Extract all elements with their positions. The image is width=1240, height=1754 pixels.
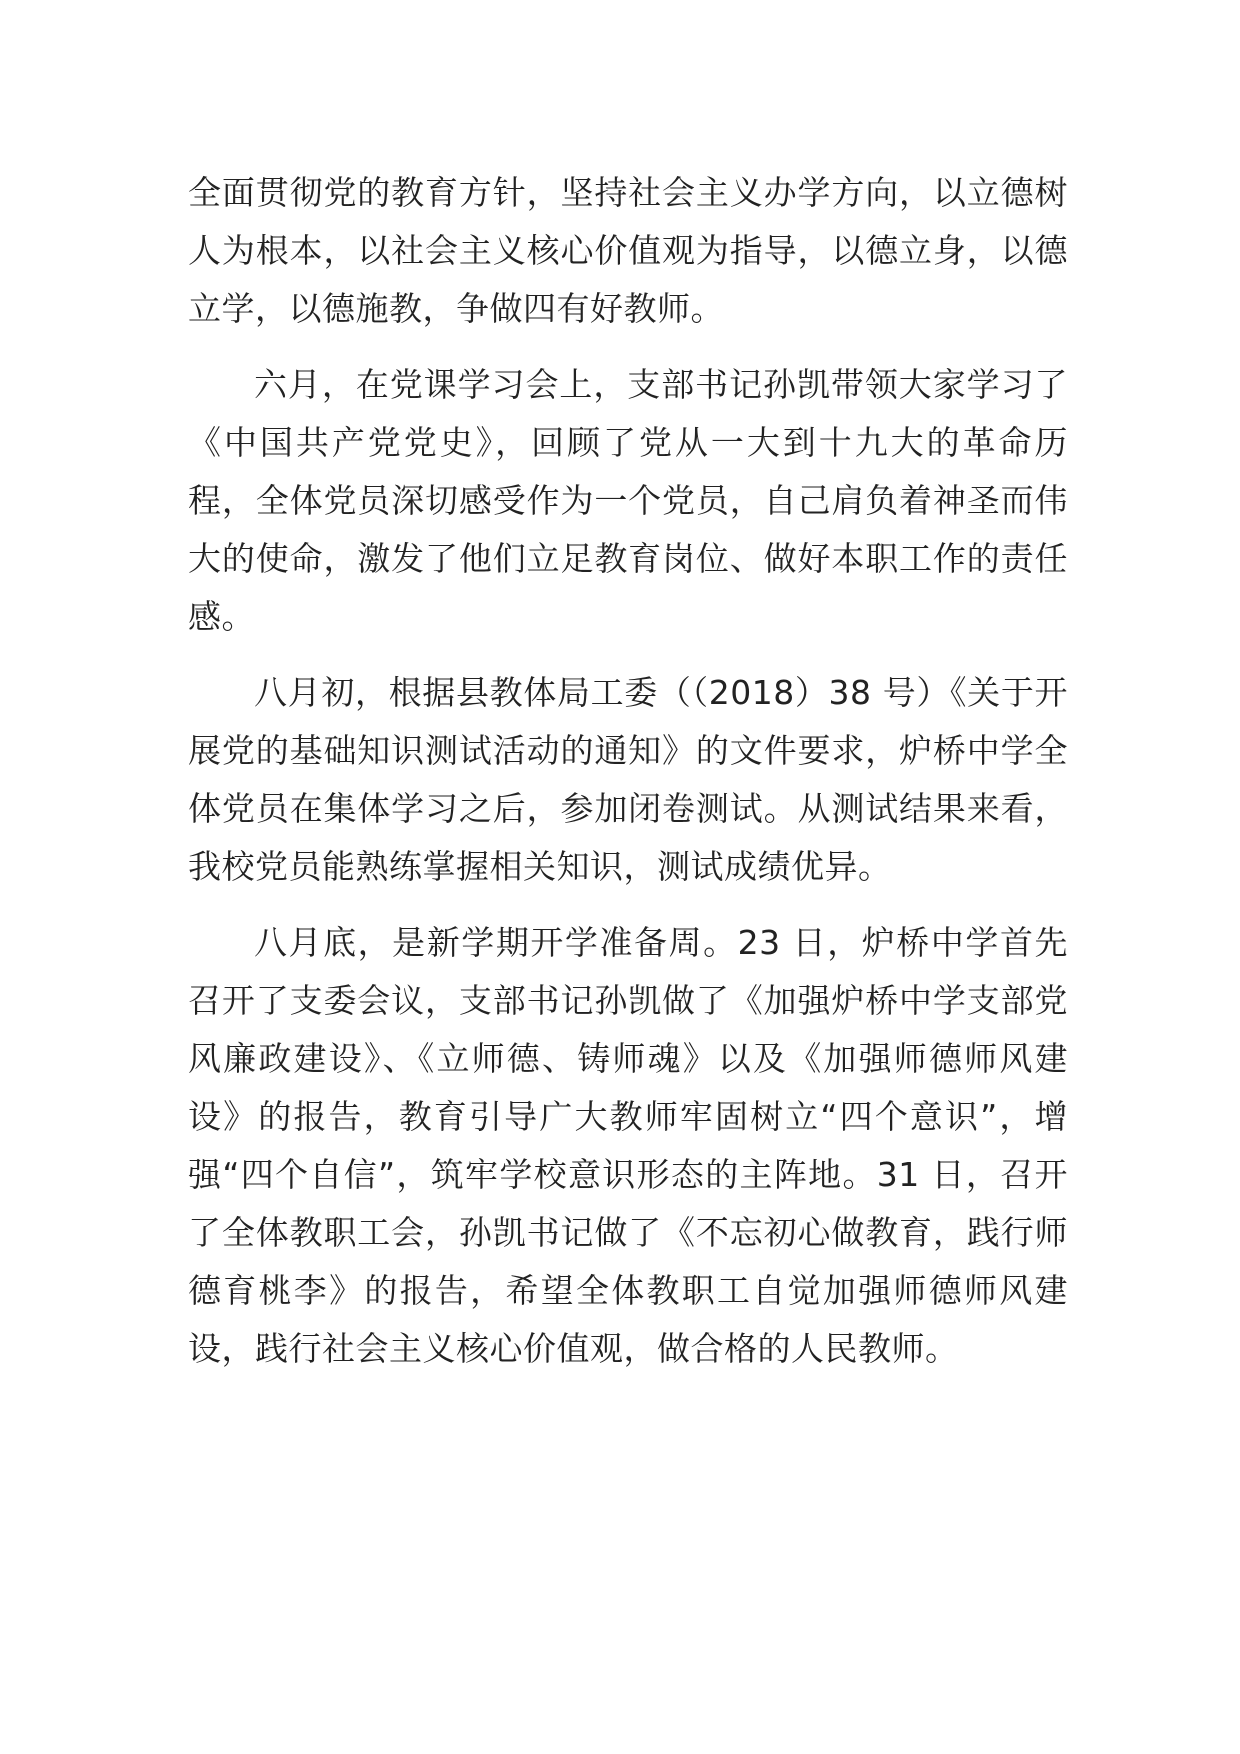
paragraph-2: 六月，在党课学习会上，支部书记孙凯带领大家学习了《中国共产党党史》，回顾了党从一大到十九大的革命历程，全体党员深切感受作为一个党员，自己肩负着神圣而伟大的使命，激发了他们立足教育岗位、做好本职工作的责任感。 [188, 365, 1068, 636]
paragraph-4: 八月底，是新学期开学准备周。23 日，炉桥中学首先召开了支委会议，支部书记孙凯做了《加强炉桥中学支部党风廉政建设》、《立师德、铸师魂》以及《加强师德师风建设》的报告，教育引导广大教师牢固树立“四个意识”，增强“四个自信”，筑牢学校意识形态的主阵地。31 日，召开了全体教职工会，孙凯书记做了《不忘初心做教育，践行师德育桃李》的报告，希望全体教职工自觉加强师德师风建设，践行社会主义核心价值观，做合格的人民教师。 [188, 923, 1068, 1368]
paragraph-1: 全面贯彻党的教育方针，坚持社会主义办学方向，以立德树人为根本，以社会主义核心价值观为指导，以德立身，以德立学，以德施教，争做四有好教师。 [188, 173, 1068, 328]
paragraph-3: 八月初，根据县教体局工委（（2018）38 号）《关于开展党的基础知识测试活动的通知》的文件要求，炉桥中学全体党员在集体学习之后，参加闭卷测试。从测试结果来看，我校党员能熟练掌握相关知识，测试成绩优异。 [188, 673, 1068, 886]
document-body [188, 164, 1068, 1396]
